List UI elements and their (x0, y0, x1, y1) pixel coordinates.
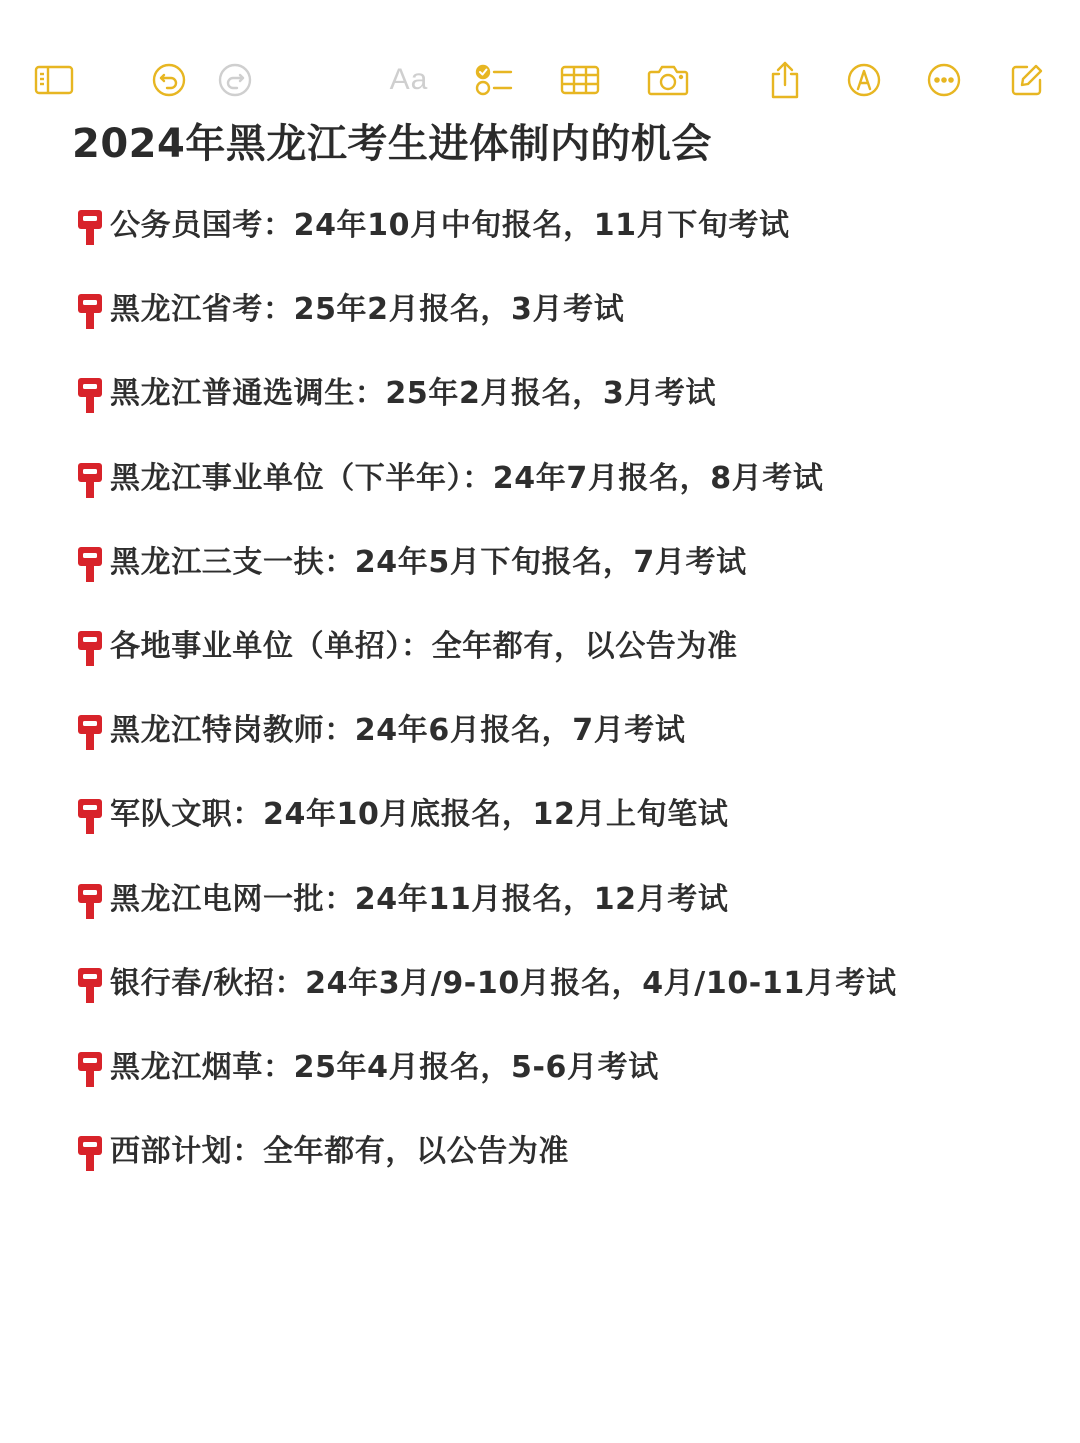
share-icon (768, 60, 802, 100)
compose-button[interactable] (1005, 56, 1049, 104)
list-item (76, 870, 897, 954)
markup-icon (846, 62, 882, 98)
red-mailbox-icon (76, 1050, 104, 1090)
undo-icon (151, 62, 187, 98)
table-button[interactable] (558, 56, 602, 104)
red-mailbox-icon (76, 208, 104, 248)
red-mailbox-icon (76, 545, 104, 585)
list-item-text: 黑龙江特岗教师：24年6月报名，7月考试 (110, 713, 686, 749)
redo-button[interactable] (213, 56, 257, 104)
checklist-button[interactable] (472, 56, 516, 104)
red-mailbox-icon (76, 292, 104, 332)
list-item (76, 280, 897, 364)
list-item (76, 196, 897, 280)
list-item-text: 公务员国考：24年10月中旬报名，11月下旬考试 (110, 208, 790, 243)
notes-toolbar (0, 56, 1080, 104)
list-item-text: 各地事业单位（单招）：全年都有，以公告为准 (110, 628, 738, 664)
text-format-button[interactable] (386, 56, 432, 104)
list-item-text: 黑龙江普通选调生：25年2月报名，3月考试 (110, 376, 717, 412)
list-item-text: 黑龙江省考：25年2月报名，3月考试 (110, 292, 625, 328)
list-item (76, 617, 897, 701)
camera-icon (647, 63, 689, 97)
list-item-text: 黑龙江事业单位（下半年）：24年7月报名，8月考试 (110, 460, 824, 496)
red-mailbox-icon (76, 461, 104, 501)
red-mailbox-icon (76, 1134, 104, 1174)
note-title[interactable]: 2024年黑龙江考生进体制内的机会 (72, 121, 712, 167)
share-button[interactable] (763, 56, 807, 104)
redo-icon (217, 62, 253, 98)
note-body[interactable] (76, 196, 897, 1206)
red-mailbox-icon (76, 797, 104, 837)
sidebar-icon (34, 65, 74, 95)
list-item-text: 黑龙江电网一批：24年11月报名，12月考试 (110, 881, 729, 917)
list-item-text: 军队文职：24年10月底报名，12月上旬笔试 (110, 797, 729, 833)
list-item-text: 黑龙江烟草：25年4月报名，5-6月考试 (110, 1049, 659, 1085)
red-mailbox-icon (76, 882, 104, 922)
text-format-icon: Aa (389, 63, 429, 96)
undo-button[interactable] (147, 56, 191, 104)
sidebar-toggle-button[interactable] (32, 56, 76, 104)
camera-button[interactable] (646, 56, 690, 104)
more-icon (926, 62, 962, 98)
red-mailbox-icon (76, 713, 104, 753)
list-item (76, 701, 897, 785)
list-item-text: 西部计划：全年都有，以公告为准 (110, 1134, 569, 1170)
checklist-icon (474, 63, 514, 97)
more-button[interactable] (922, 56, 966, 104)
red-mailbox-icon (76, 629, 104, 669)
list-item (76, 449, 897, 533)
list-item (76, 1038, 897, 1122)
compose-icon (1009, 62, 1045, 98)
list-item (76, 954, 897, 1038)
red-mailbox-icon (76, 376, 104, 416)
list-item (76, 533, 897, 617)
list-item (76, 1122, 897, 1206)
list-item (76, 364, 897, 448)
markup-button[interactable] (842, 56, 886, 104)
list-item (76, 785, 897, 869)
table-icon (560, 65, 600, 95)
list-item-text: 黑龙江三支一扶：24年5月下旬报名，7月考试 (110, 544, 747, 580)
red-mailbox-icon (76, 966, 104, 1006)
list-item-text: 银行春/秋招：24年3月/9-10月报名，4月/10-11月考试 (110, 965, 897, 1001)
